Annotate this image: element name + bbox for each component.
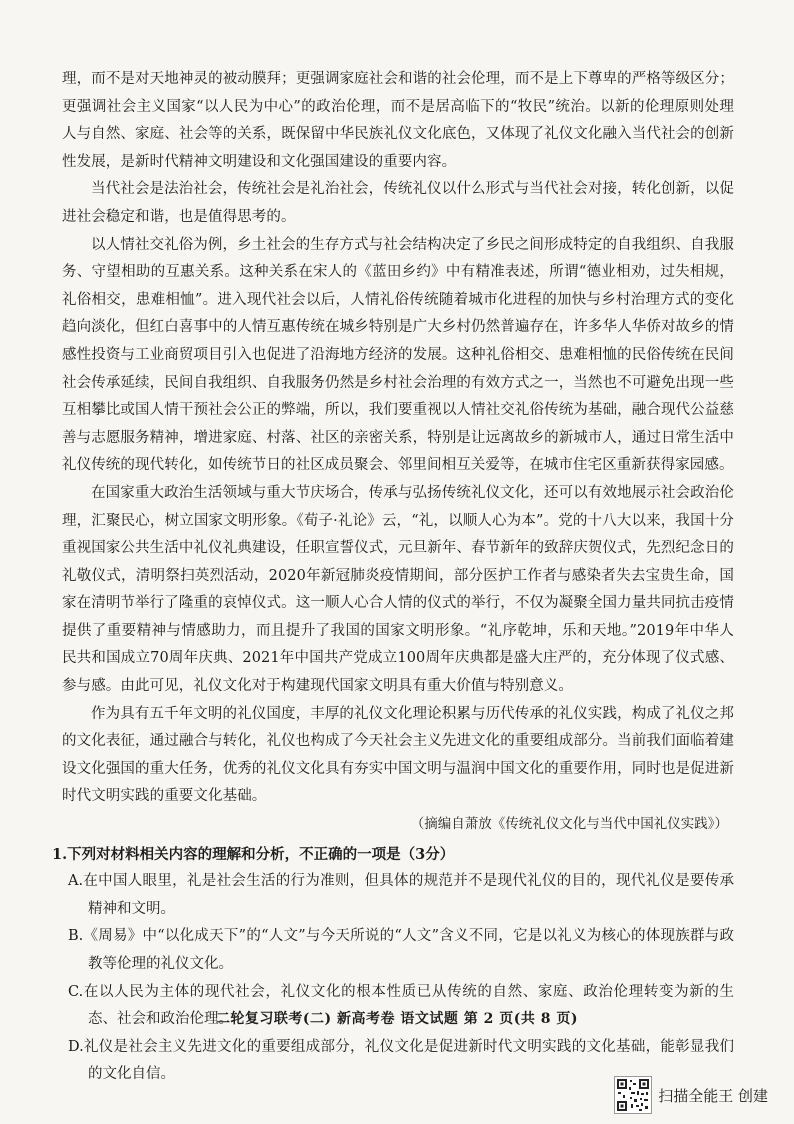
scanner-watermark bbox=[614, 1076, 768, 1114]
passage-paragraph-1: 理，而不是对天地神灵的被动膜拜；更强调家庭社会和谐的社会伦理，而不是上下尊卑的严格等级区分；更强调社会主义国家“以人民为中心”的政治伦理，而不是居高临下的“牧民”统治。以新的伦理原则处理人与自然、家庭、社会等的关系，既保留中华民族礼仪文化底色，又体现了礼仪文化融入当代社会的创新性发展，是新时代精神文明建设和文化强国建设的重要内容。 bbox=[62, 71, 734, 170]
passage-paragraph-5: 作为具有五千年文明的礼仪国度，丰厚的礼仪文化理论积累与历代传承的礼仪实践，构成了礼仪之邦的文化表征，通过融合与转化，礼仪也构成了今天社会主义先进文化的重要组成部分。当前我们面临着建设文化强国的重大任务，优秀的礼仪文化具有夯实中国文明与温润中国文化的重要作用，同时也是促进新时代文明实践的重要文化基础。 bbox=[62, 705, 734, 805]
question-1 bbox=[52, 841, 734, 1089]
passage-paragraph-3: 以人情社交礼俗为例，乡土社会的生存方式与社会结构决定了乡民之间形成特定的自我组织、自我服务、守望相助的互惠关系。这种关系在宋人的《蓝田乡约》中有精准表述，所谓“德业相劝，过失相规，礼俗相交，患难相恤”。进入现代社会以后，人情礼俗传统随着城市化进程的加快与乡村治理方式的变化趋向淡化，但红白喜事中的人情互惠传统在城乡特别是广大乡村仍然普遍存在，许多华人华侨对故乡的情感性投资与工业商贸项目引入也促进了沿海地方经济的发展。这种礼俗相交、患难相恤的民俗传统在民间社会传承延续，民间自我组织、自我服务仍然是乡村社会治理的有效方式之一，当然也不可避免出现一些互相攀比或国人情干预社会公正的弊端，所以，我们要重视以人情社交礼俗传统为基础，融合现代公益慈善与志愿服务精神，增进家庭、村落、社区的亲密关系，特别是让远离故乡的新城市人，通过日常生活中礼仪传统的现代转化，如传统节日的社区成员聚会、邻里间相互关爱等，在城市住宅区重新获得家园感。 bbox=[62, 236, 734, 474]
option-a: A.在中国人眼里，礼是社会生活的行为准则，但具体的规范并不是现代礼仪的目的，现代礼仪是要传承精神和文明。 bbox=[68, 873, 734, 917]
page-footer: 二轮复习联考(二) 新高考卷 语文试题 第 2 页(共 8 页) bbox=[215, 1011, 579, 1027]
option-d: D.礼仪是社会主义先进文化的重要组成部分，礼仪文化是促进新时代文明实践的文化基础，能彰显我们的文化自信。 bbox=[68, 1038, 734, 1083]
passage-source: （摘编自萧放《传统礼仪文化与当代中国礼仪实践》） bbox=[410, 816, 728, 833]
scanner-label: 扫描全能王 创建 bbox=[658, 1086, 768, 1105]
option-c: C.在以人民为主体的现代社会，礼仪文化的根本性质已从传统的自然、家庭、政治伦理转变为新的生态、社会和政治伦理。 bbox=[68, 983, 734, 1028]
exam-page bbox=[52, 66, 734, 1089]
option-b: B.《周易》中“以化成天下”的“人文”与今天所说的“人文”含义不同，它是以礼义为核心的体现族群与政教等伦理的礼仪文化。 bbox=[68, 928, 734, 972]
passage-paragraph-2: 当代社会是法治社会，传统社会是礼治社会，传统礼仪以什么形式与当代社会对接，转化创新，以促进社会稳定和谐，也是值得思考的。 bbox=[62, 181, 734, 225]
question-stem: 1.下列对材料相关内容的理解和分析，不正确的一项是（3分） bbox=[52, 845, 455, 863]
qr-code-icon bbox=[614, 1076, 652, 1114]
passage bbox=[62, 66, 734, 839]
passage-paragraph-4: 在国家重大政治生活领域与重大节庆场合，传承与弘扬传统礼仪文化，还可以有效地展示社会政治伦理，汇聚民心，树立国家文明形象。《荀子·礼论》云，“礼，以顺人心为本”。党的十八大以来，我国十分重视国家公共生活中礼仪礼典建设，任职宣誓仪式，元旦新年、春节新年的致辞庆贺仪式，先烈纪念日的礼敬仪式，清明祭扫英烈活动，2020年新冠肺炎疫情期间，部分医护工作者与感染者失去宝贵生命，国家在清明节举行了隆重的哀悼仪式。这一顺人心合人情的仪式的举行，不仅为凝聚全国力量共同抗击疫情提供了重要精神与情感助力，而且提升了我国的国家文明形象。“礼序乾坤，乐和天地。”2019年中华人民共和国成立70周年庆典、2021年中国共产党成立100周年庆典都是盛大庄严的，充分体现了仪式感、参与感。由此可见，礼仪文化对于构建现代国家文明具有重大价值与特别意义。 bbox=[62, 484, 734, 695]
